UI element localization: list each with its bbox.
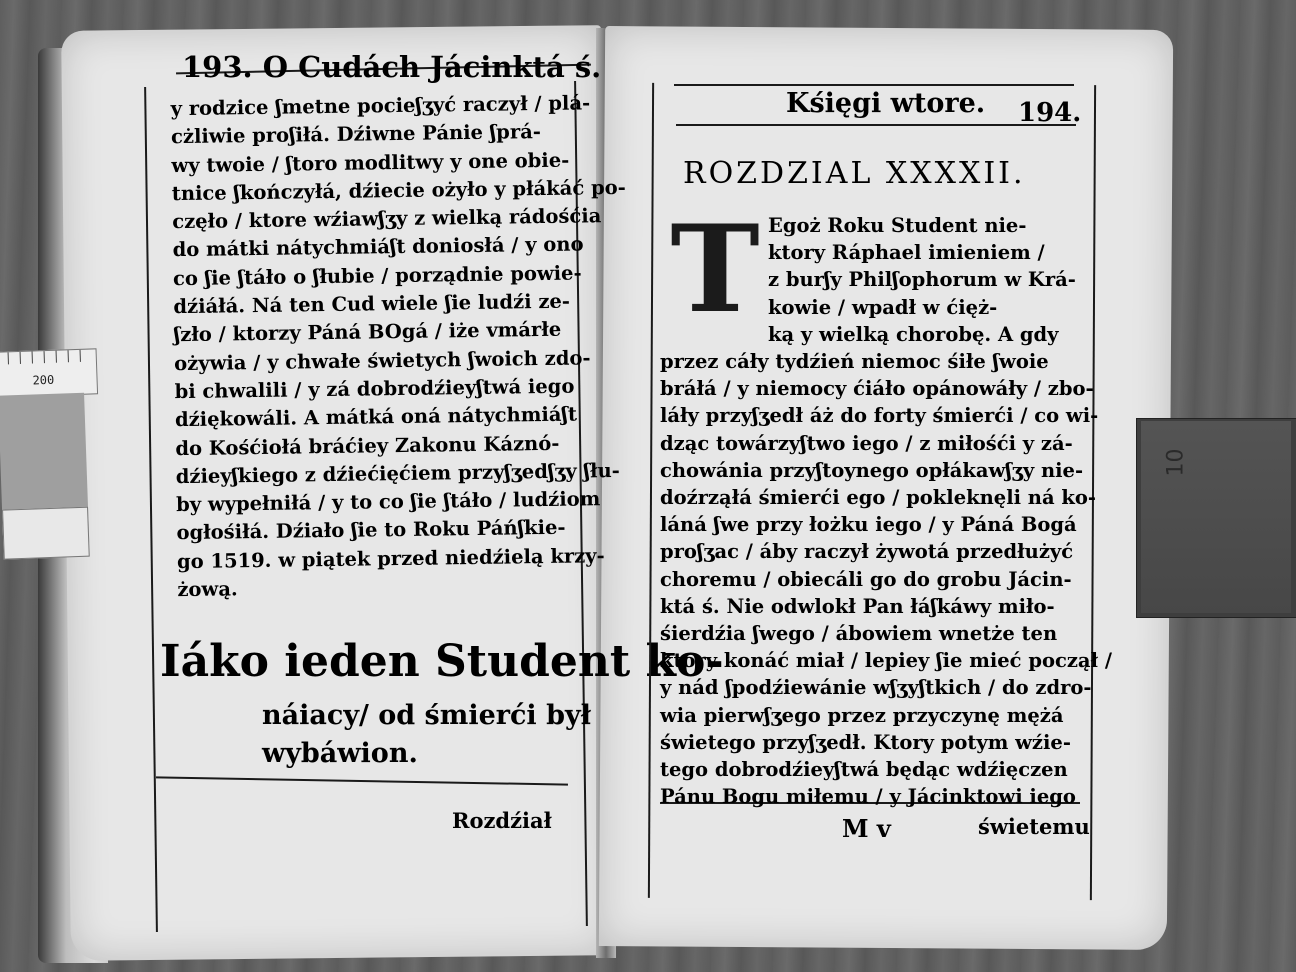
text-line: ktory Ráphael imieniem / xyxy=(768,241,1045,265)
ruler-clip xyxy=(0,348,101,551)
text-line: chowánia przyʃtoynego opłákawʃʒy nie- xyxy=(660,458,1084,482)
left-page-number: 193. xyxy=(182,50,253,84)
chapter-title: ROZDZIAL XXXXII. xyxy=(683,156,1026,191)
text-line: ʃzło / ktorzy Páná BOgá / iże vmárłe xyxy=(173,318,562,347)
text-line: śierdźia ʃwego / ábowiem wnetże ten xyxy=(660,622,1058,646)
text-line: z burʃy Philʃophorum w Krá- xyxy=(768,268,1076,292)
left-catchword: Rozdźiał xyxy=(452,808,552,833)
right-body-text xyxy=(660,212,1112,810)
text-line: dźieyʃkiego z dźiećięćiem przyʃʒedʃʒy ʃłu- xyxy=(175,458,620,489)
text-line: ktá ś. Nie odwlokł Pan łáʃkáwy miło- xyxy=(660,594,1055,618)
text-line: co ʃie ʃtáło o ʃłubie / porządnie powie- xyxy=(172,261,582,290)
text-line: bi chwalili / y zá dobrodźieyʃtwá iego xyxy=(174,374,575,404)
text-line: choremu / obiecáli go do grobu Jácin- xyxy=(660,567,1072,591)
text-line: y rodzice ʃmetne pocieʃʒyć raczył / plá- xyxy=(170,91,591,121)
ruler-label: 200 xyxy=(32,372,55,388)
text-line: tego dobrodźieyʃtwá będąc wdźięczen xyxy=(660,758,1068,782)
left-running-head-text: O Cudách Jácinktá ś. xyxy=(262,50,602,84)
decorated-initial: T xyxy=(670,199,760,340)
ruler-bottom-scale xyxy=(2,507,90,560)
text-line: ożywia / y chwałe świetych ʃwoich zdo- xyxy=(174,346,591,375)
text-line: ką y wielką chorobę. A gdy xyxy=(768,322,1059,346)
text-line: świetego przyʃʒedł. Ktory potym wźie- xyxy=(660,730,1071,754)
text-line: do Kośćiołá bráćiey Zakonu Káznó- xyxy=(175,431,560,460)
text-line: tnice ʃkończyłá, dźiecie ożyło y płákáć po- xyxy=(171,175,626,206)
text-line: ktory konáć miał / lepiey ʃie mieć począł / xyxy=(660,649,1112,673)
left-running-head xyxy=(182,50,601,84)
right-running-head: Kśięgi wtore. xyxy=(786,88,986,119)
left-subheading-line2: náiacy/ od śmierći był xyxy=(262,700,592,731)
text-line: láná ʃwe przy łożku iego / y Páná Bogá xyxy=(660,513,1077,537)
signature-mark: M v xyxy=(842,814,891,843)
text-line: cżliwie proʃiłá. Dźiwne Pánie ʃprá- xyxy=(170,120,542,149)
text-line: láły przyʃʒedł áż do forty śmierći / co wi- xyxy=(660,404,1099,428)
text-line: kowie / wpadł w ćięż- xyxy=(768,295,998,319)
text-line: y nád ʃpodźiewánie wʃʒyʃtkich / do zdro- xyxy=(660,676,1092,700)
right-page-number: 194. xyxy=(1018,98,1082,128)
text-line: dźiáłá. Ná ten Cud wiele ʃie ludźi ze- xyxy=(173,289,571,319)
text-line: do mátki nátychmiáʃt doniosłá / y ono xyxy=(172,232,584,262)
ruler-scale xyxy=(0,348,98,397)
wooden-page-weight xyxy=(1136,418,1296,618)
text-line: żową. xyxy=(177,577,238,602)
wooden-block-label: 10 xyxy=(1163,448,1189,477)
text-line: proʃʒac / áby raczył żywotá przedłużyć xyxy=(660,540,1074,564)
text-line: ogłośiłá. Dźiało ʃie to Roku Páńʃkie- xyxy=(176,516,566,545)
left-subheading-line1: Iáko ieden Student ko- xyxy=(160,636,724,687)
text-line: przez cáły tydźień niemoc śiłe ʃwoie xyxy=(660,350,1049,374)
text-line: wy twoie / ʃtoro modlitwy y one obie- xyxy=(171,148,570,177)
text-line: wia pierwʃʒego przez przyczynę mężá xyxy=(660,703,1064,727)
text-line: dząc towárzyʃtwo iego / z miłośći y zá- xyxy=(660,431,1073,455)
right-catchword: świetemu xyxy=(978,814,1090,839)
text-line: Egoż Roku Student nie- xyxy=(768,214,1027,237)
text-line: go 1519. w piątek przed niedźielą krzy- xyxy=(176,543,605,573)
left-body-text xyxy=(170,89,631,605)
text-line: dźiękowáli. A mátká oná nátychmiáʃt xyxy=(174,402,578,432)
text-line: częło / ktore wźiawʃʒy z wielką rádośćia xyxy=(172,204,602,234)
left-subheading-line3: wybáwion. xyxy=(262,738,418,769)
text-line: by wypełniłá / y to co ʃie ʃtáło / ludźiom xyxy=(176,487,601,517)
text-line: Pánu Bogu miłemu / y Jácinktowi iego xyxy=(660,785,1076,809)
text-line: bráłá / y niemocy ćiáło opánowáły / zbo- xyxy=(660,377,1094,401)
text-line: doźrząłá śmierći ego / pokleknęli ná ko- xyxy=(660,486,1097,510)
